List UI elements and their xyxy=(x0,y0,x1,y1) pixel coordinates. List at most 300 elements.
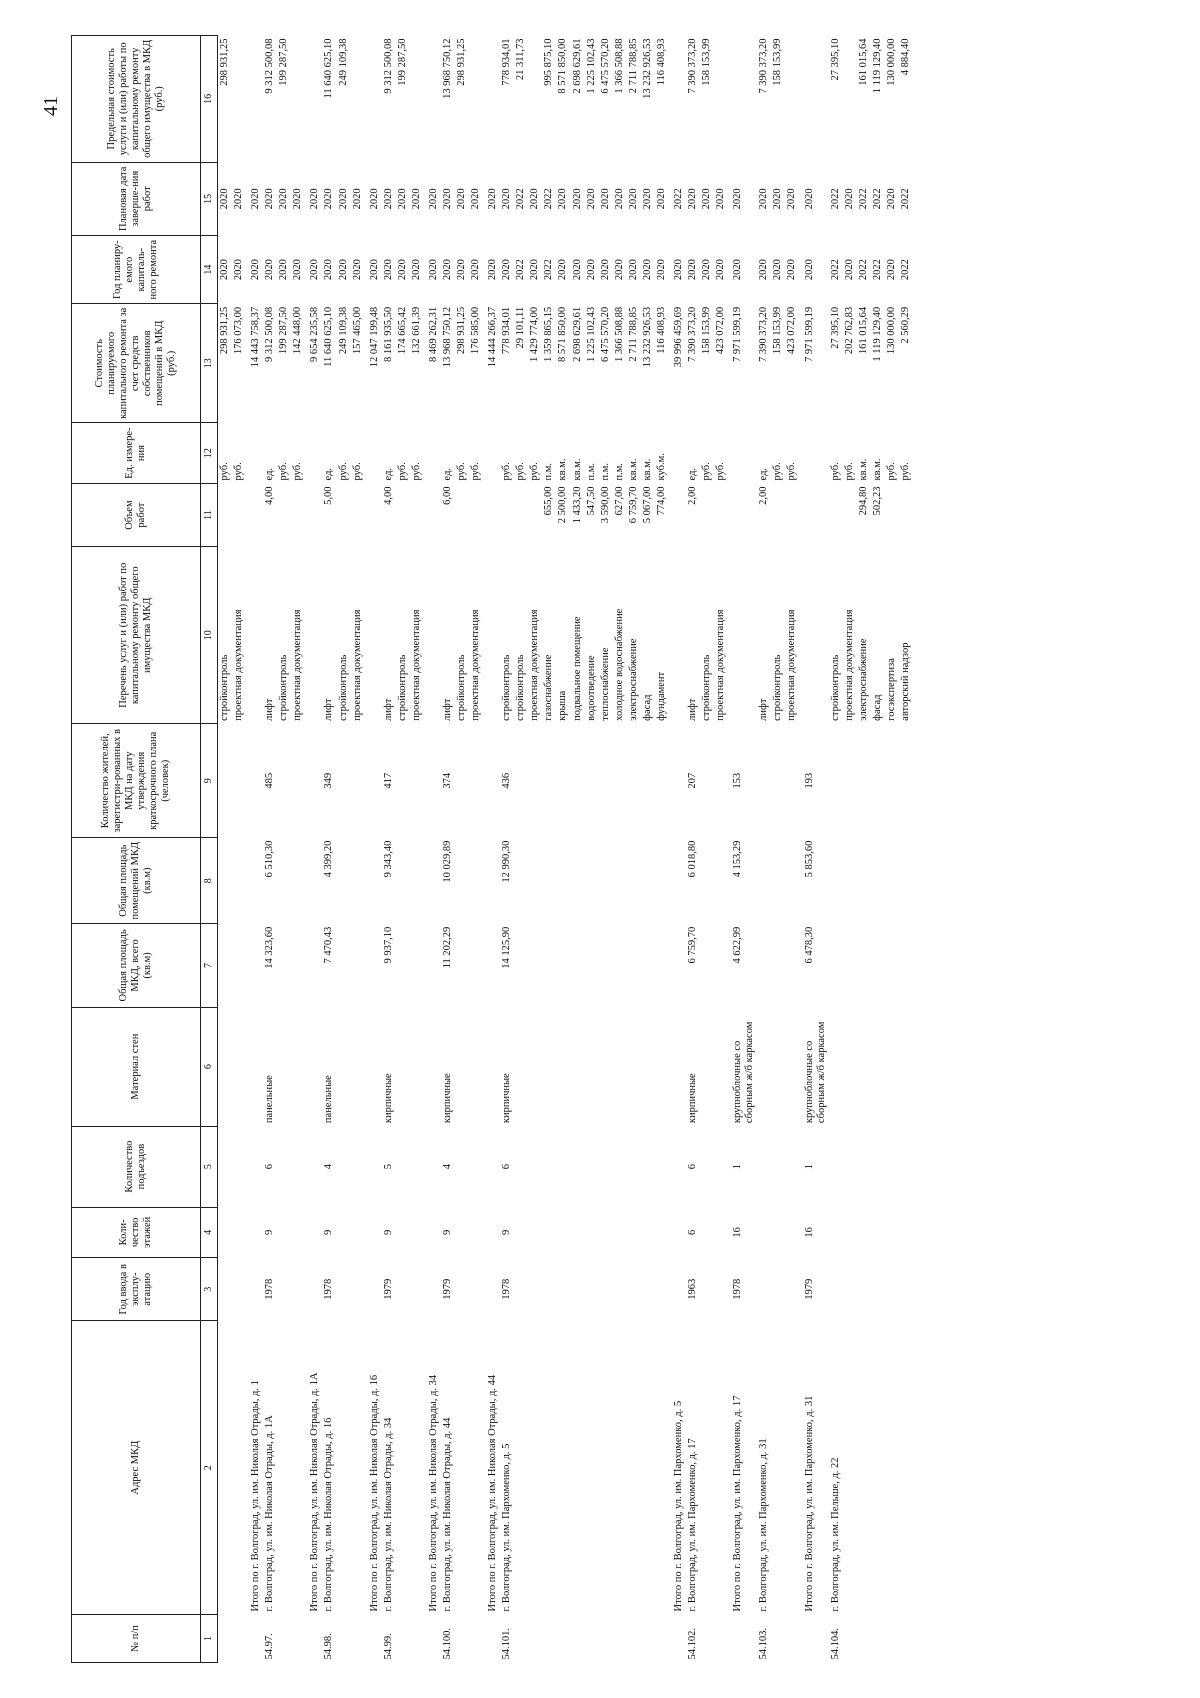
table-cell: 2 711 788,85 xyxy=(627,38,639,94)
table-row xyxy=(757,36,771,1663)
table-cell xyxy=(483,483,500,546)
table-cell: ед. xyxy=(441,467,453,481)
table-cell: 2020 xyxy=(715,259,727,281)
table-cell xyxy=(641,1007,655,1126)
table-cell: 2020 xyxy=(368,188,380,210)
table-cell xyxy=(843,1007,857,1126)
table-cell xyxy=(599,724,613,838)
table-cell: 9 xyxy=(382,1229,394,1235)
table-cell xyxy=(627,724,641,838)
table-cell xyxy=(556,924,570,1008)
table-cell: 2020 xyxy=(233,259,245,281)
table-cell: 2020 xyxy=(786,188,798,210)
table-cell: 2020 xyxy=(427,259,439,281)
table-cell xyxy=(305,1007,322,1126)
column-header: Стоимость планируемого капитального ремонта за счет средств собственников помещений в МКД (руб.) xyxy=(72,304,201,423)
table-cell xyxy=(885,838,899,924)
table-cell xyxy=(871,1126,885,1207)
table-cell xyxy=(218,1614,233,1662)
table-cell: 153 xyxy=(732,772,744,789)
table-cell xyxy=(410,483,424,546)
table-cell xyxy=(424,1614,441,1662)
table-cell: 13 968 750,12 xyxy=(441,306,453,368)
table-cell xyxy=(641,838,655,924)
table-cell xyxy=(424,838,441,924)
table-cell xyxy=(542,724,556,838)
table-cell xyxy=(232,483,246,546)
table-cell xyxy=(655,1007,669,1126)
table-cell: проектная документация xyxy=(843,609,855,721)
table-cell xyxy=(655,1321,669,1615)
table-cell xyxy=(365,724,382,838)
table-cell xyxy=(641,1126,655,1207)
table-cell: 2020 xyxy=(470,259,482,281)
table-cell: 2022 xyxy=(857,259,869,281)
table-cell xyxy=(469,724,483,838)
table-cell xyxy=(843,1126,857,1207)
table-cell xyxy=(700,1007,714,1126)
table-cell: 1 225 102,43 xyxy=(585,38,597,94)
table-cell xyxy=(469,36,483,163)
table-cell: 2020 xyxy=(772,188,784,210)
table-cell: 2020 xyxy=(803,259,815,281)
table-cell xyxy=(655,924,669,1008)
table-cell xyxy=(669,838,686,924)
table-cell xyxy=(700,483,714,546)
table-row xyxy=(771,36,785,1663)
column-number: 4 xyxy=(201,1207,218,1258)
table-cell: авторский надзор xyxy=(899,642,911,721)
table-cell xyxy=(899,1126,913,1207)
column-header: Количество подъездов xyxy=(72,1126,201,1207)
table-cell xyxy=(337,1258,351,1321)
table-cell xyxy=(500,483,514,546)
table-cell xyxy=(277,1126,291,1207)
table-cell: стройконтроль xyxy=(515,654,527,721)
table-cell xyxy=(528,924,542,1008)
table-row xyxy=(291,36,305,1663)
table-cell xyxy=(351,1007,365,1126)
table-cell xyxy=(771,1258,785,1321)
table-cell: 199 287,50 xyxy=(396,38,408,86)
table-cell xyxy=(556,1207,570,1258)
table-cell: 1963 xyxy=(687,1278,698,1300)
table-cell: стройконтроль xyxy=(501,654,513,721)
table-cell xyxy=(829,838,843,924)
table-cell: 12 047 199,48 xyxy=(368,306,380,368)
column-number: 8 xyxy=(201,838,218,924)
table-cell xyxy=(351,924,365,1008)
table-row xyxy=(585,36,599,1663)
table-cell: кв.м. xyxy=(857,458,869,481)
table-cell xyxy=(843,36,857,163)
table-cell: 547,50 xyxy=(585,486,597,516)
table-cell: 2020 xyxy=(309,188,321,210)
table-cell: 9 xyxy=(441,1229,453,1235)
table-cell: 2020 xyxy=(557,259,569,281)
table-cell xyxy=(785,724,799,838)
table-cell: 158 153,99 xyxy=(701,38,713,86)
table-cell: 1978 xyxy=(264,1278,276,1300)
table-cell: лифт xyxy=(687,698,698,721)
table-cell xyxy=(528,483,542,546)
table-cell xyxy=(396,838,410,924)
table-cell: 1978 xyxy=(732,1278,744,1300)
table-cell: 8 469 262,31 xyxy=(427,306,439,362)
table-cell: 2020 xyxy=(337,188,349,210)
table-cell: руб. xyxy=(219,462,230,481)
table-cell: куб.м. xyxy=(655,453,667,481)
table-cell xyxy=(627,1007,641,1126)
column-number: 16 xyxy=(201,36,218,163)
table-cell: 2020 xyxy=(441,259,453,281)
table-cell xyxy=(218,924,233,1008)
table-cell: стройконтроль xyxy=(772,654,784,721)
table-cell: 2020 xyxy=(672,259,684,281)
table-cell xyxy=(757,1126,771,1207)
table-cell xyxy=(757,838,771,924)
table-cell xyxy=(899,1258,913,1321)
table-cell: 161 015,64 xyxy=(857,38,869,86)
table-cell xyxy=(542,1207,556,1258)
table-cell: 249 109,38 xyxy=(337,38,349,86)
table-cell xyxy=(291,1207,305,1258)
table-cell xyxy=(246,1126,263,1207)
table-row xyxy=(899,36,913,1663)
table-cell: 2 698 629,61 xyxy=(571,38,583,94)
table-cell: кв.м. xyxy=(571,458,583,481)
table-cell: 2020 xyxy=(487,188,499,210)
table-cell xyxy=(714,924,728,1008)
table-cell xyxy=(337,1614,351,1662)
column-header: Ед. измере-ния xyxy=(72,423,201,484)
column-number: 13 xyxy=(201,304,218,423)
table-cell xyxy=(843,483,857,546)
table-cell xyxy=(714,36,728,163)
table-cell: 2020 xyxy=(613,188,625,210)
table-cell: 9 xyxy=(323,1229,335,1235)
table-cell xyxy=(627,1207,641,1258)
table-cell: 54.98. xyxy=(323,1633,335,1660)
table-cell xyxy=(277,483,291,546)
table-cell xyxy=(469,1126,483,1207)
table-cell: стройконтроль xyxy=(337,654,349,721)
table-cell: 627,00 xyxy=(613,486,625,516)
table-cell: 2020 xyxy=(772,259,784,281)
table-cell xyxy=(655,1614,669,1662)
table-cell: 54.103. xyxy=(758,1628,770,1660)
table-cell xyxy=(365,838,382,924)
table-cell: 2020 xyxy=(487,259,499,281)
table-cell xyxy=(871,1614,885,1662)
table-cell xyxy=(542,1007,556,1126)
table-cell: стройконтроль xyxy=(456,654,467,721)
table-row xyxy=(351,36,365,1663)
table-cell xyxy=(714,838,728,924)
table-cell xyxy=(277,1614,291,1662)
table-cell: 2020 xyxy=(264,188,276,210)
table-cell: 2020 xyxy=(613,259,625,281)
table-cell xyxy=(351,1207,365,1258)
table-cell: 13 232 926,53 xyxy=(641,306,653,368)
table-cell xyxy=(246,547,263,724)
table-cell: 4 622,99 xyxy=(732,926,744,964)
table-cell: 130 000,00 xyxy=(885,306,897,355)
table-row xyxy=(686,36,700,1663)
table-row xyxy=(218,36,233,1663)
table-cell xyxy=(599,1007,613,1126)
table-cell: 2,00 xyxy=(687,486,698,505)
table-cell: стройконтроль xyxy=(396,654,408,721)
table-cell xyxy=(469,1007,483,1126)
table-cell xyxy=(483,36,500,163)
table-cell: 2020 xyxy=(233,188,245,210)
table-cell: 7 390 373,20 xyxy=(687,38,698,94)
table-cell xyxy=(871,1258,885,1321)
table-cell xyxy=(843,1258,857,1321)
column-header: Коли-чество этажей xyxy=(72,1207,201,1258)
table-cell xyxy=(365,1007,382,1126)
table-cell: теплоснабжение xyxy=(599,647,611,721)
table-cell xyxy=(857,924,871,1008)
table-cell: 298 931,25 xyxy=(219,38,230,86)
table-cell xyxy=(291,838,305,924)
column-header: Общая площадь помещений МКД (кв.м) xyxy=(72,838,201,924)
table-cell xyxy=(410,1126,424,1207)
table-cell xyxy=(771,1614,785,1662)
table-cell: 2020 xyxy=(382,259,394,281)
table-cell xyxy=(641,1614,655,1662)
table-cell: водоотведение xyxy=(585,655,597,721)
table-cell: 5 xyxy=(382,1163,394,1170)
table-cell xyxy=(655,724,669,838)
table-cell: 2020 xyxy=(250,188,262,210)
table-cell xyxy=(585,1007,599,1126)
table-cell xyxy=(785,36,799,163)
table-cell xyxy=(641,924,655,1008)
table-cell: 193 xyxy=(803,772,815,789)
table-cell xyxy=(365,1126,382,1207)
table-cell xyxy=(571,924,585,1008)
table-cell: 199 287,50 xyxy=(278,38,290,86)
table-cell xyxy=(351,1321,365,1615)
table-cell xyxy=(277,1258,291,1321)
table-row xyxy=(455,36,469,1663)
table-cell: руб. xyxy=(337,462,349,481)
table-row xyxy=(843,36,857,1663)
table-cell xyxy=(246,1007,263,1126)
table-row xyxy=(728,36,757,1663)
table-cell xyxy=(571,1207,585,1258)
table-cell: 2020 xyxy=(441,188,453,210)
table-cell xyxy=(899,1614,913,1662)
table-cell xyxy=(857,838,871,924)
table-cell xyxy=(785,1007,799,1126)
table-cell: 2022 xyxy=(899,259,911,281)
table-cell: 6,00 xyxy=(441,486,453,505)
column-number: 9 xyxy=(201,724,218,838)
table-cell xyxy=(483,1258,500,1321)
table-cell xyxy=(714,483,728,546)
table-cell xyxy=(291,724,305,838)
table-cell: 374 xyxy=(441,772,453,789)
column-header: Год планиру-емого капиталь-ного ремонта xyxy=(72,236,201,304)
table-cell: 2020 xyxy=(732,188,744,210)
table-cell xyxy=(337,924,351,1008)
table-cell: фасад xyxy=(871,694,883,721)
table-cell: 142 448,00 xyxy=(292,306,304,355)
table-cell: электроснабжение xyxy=(857,638,869,721)
table-cell xyxy=(599,1614,613,1662)
table-cell xyxy=(291,1614,305,1662)
table-cell: 199 287,50 xyxy=(278,306,290,355)
table-cell xyxy=(528,1258,542,1321)
table-cell: газоснабжение xyxy=(543,654,555,721)
table-cell: 2020 xyxy=(885,188,897,210)
table-cell xyxy=(829,924,843,1008)
table-cell: 423 072,00 xyxy=(786,306,798,355)
table-cell xyxy=(305,1207,322,1258)
table-cell xyxy=(871,1007,885,1126)
table-cell xyxy=(714,1207,728,1258)
table-cell: ед. xyxy=(382,467,394,481)
table-cell xyxy=(410,1258,424,1321)
table-cell: руб. xyxy=(715,462,727,481)
table-cell: 2020 xyxy=(701,259,713,281)
table-cell xyxy=(528,724,542,838)
table-row xyxy=(382,36,396,1663)
table-cell xyxy=(899,483,913,546)
table-cell: 7 470,43 xyxy=(323,926,335,964)
table-cell xyxy=(365,1207,382,1258)
table-cell xyxy=(571,1126,585,1207)
table-cell: 2022 xyxy=(543,188,555,210)
table-cell xyxy=(899,724,913,838)
table-cell xyxy=(542,1126,556,1207)
table-cell: фасад xyxy=(641,694,653,721)
table-cell: 423 072,00 xyxy=(715,306,727,355)
table-cell xyxy=(627,1614,641,1662)
table-cell: 2020 xyxy=(585,188,597,210)
table-cell xyxy=(700,838,714,924)
table-cell xyxy=(351,1126,365,1207)
table-cell: проектная документация xyxy=(715,609,727,721)
table-cell xyxy=(857,1321,871,1615)
table-cell xyxy=(469,838,483,924)
table-cell xyxy=(246,924,263,1008)
table-cell xyxy=(455,1321,469,1615)
table-cell xyxy=(800,1614,829,1662)
table-cell xyxy=(585,1321,599,1615)
table-cell: кирпичные xyxy=(382,1073,394,1124)
table-cell: руб. xyxy=(456,462,467,481)
table-cell: 161 015,64 xyxy=(857,306,869,355)
table-cell: ед. xyxy=(758,467,770,481)
table-row xyxy=(424,36,441,1663)
table-cell: 12 990,30 xyxy=(501,840,513,883)
table-row xyxy=(857,36,871,1663)
table-cell xyxy=(785,1321,799,1615)
table-cell: проектная документация xyxy=(470,609,482,721)
table-cell: 2020 xyxy=(529,188,541,210)
table-cell xyxy=(396,924,410,1008)
table-cell: 54.100. xyxy=(441,1628,453,1660)
table-cell: 4,00 xyxy=(264,486,276,505)
table-cell xyxy=(483,724,500,838)
table-cell: руб. xyxy=(396,462,408,481)
table-cell xyxy=(700,1126,714,1207)
table-cell: 29 101,11 xyxy=(515,306,527,349)
table-cell xyxy=(613,1258,627,1321)
table-row xyxy=(396,36,410,1663)
table-cell xyxy=(843,1321,857,1615)
table-cell: 2020 xyxy=(368,259,380,281)
table-cell: 2020 xyxy=(732,259,744,281)
table-cell xyxy=(585,1614,599,1662)
table-cell xyxy=(483,1614,500,1662)
table-cell xyxy=(785,1207,799,1258)
table-cell: 9 312 500,08 xyxy=(264,38,276,94)
table-cell: 130 000,00 xyxy=(885,38,897,86)
table-cell: 4,00 xyxy=(382,486,394,505)
table-cell: 2 698 629,61 xyxy=(571,306,583,362)
table-cell xyxy=(556,1258,570,1321)
table-cell xyxy=(365,1258,382,1321)
table-cell: 158 153,99 xyxy=(772,306,784,355)
table-cell xyxy=(277,724,291,838)
table-cell: 436 xyxy=(501,772,513,789)
table-cell: руб. xyxy=(501,462,513,481)
table-cell: кв.м. xyxy=(641,458,653,481)
table-cell: 298 931,25 xyxy=(456,306,467,355)
table-cell xyxy=(757,1007,771,1126)
table-row xyxy=(305,36,322,1663)
table-cell xyxy=(469,1614,483,1662)
table-cell xyxy=(714,1614,728,1662)
table-cell xyxy=(528,36,542,163)
table-cell: проектная документация xyxy=(292,609,304,721)
table-cell: 2020 xyxy=(278,188,290,210)
table-cell xyxy=(528,1321,542,1615)
table-cell: 1979 xyxy=(382,1278,394,1300)
table-cell: руб. xyxy=(292,462,304,481)
table-cell: 14 444 266,37 xyxy=(487,306,499,368)
table-cell: 1 119 129,40 xyxy=(871,306,883,362)
table-cell xyxy=(843,838,857,924)
table-cell: кирпичные xyxy=(441,1073,453,1124)
table-body xyxy=(218,36,914,1663)
table-cell xyxy=(757,1258,771,1321)
column-number: 7 xyxy=(201,924,218,1008)
table-cell: холодное водоснабжение xyxy=(613,608,625,721)
table-cell xyxy=(424,1207,441,1258)
table-cell xyxy=(455,724,469,838)
table-cell: 1 433,20 xyxy=(571,486,583,524)
table-cell: 2020 xyxy=(627,188,639,210)
table-row xyxy=(556,36,570,1663)
table-cell xyxy=(885,1258,899,1321)
table-cell xyxy=(728,1614,757,1662)
table-cell: 1 xyxy=(803,1163,815,1170)
table-cell xyxy=(528,838,542,924)
table-cell xyxy=(585,1126,599,1207)
table-cell xyxy=(246,483,263,546)
table-cell xyxy=(337,724,351,838)
table-cell: 2022 xyxy=(515,259,527,281)
table-cell: 7 971 599,19 xyxy=(732,306,744,362)
table-cell xyxy=(843,1207,857,1258)
table-cell xyxy=(599,1258,613,1321)
